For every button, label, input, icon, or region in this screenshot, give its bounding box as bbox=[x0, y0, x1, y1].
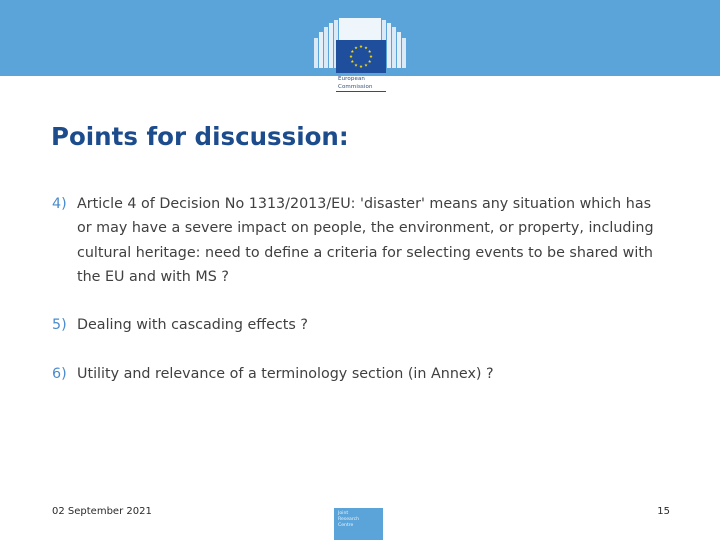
slide-title: Points for discussion: bbox=[51, 122, 349, 151]
jrc-line-3: Centre bbox=[338, 523, 354, 528]
logo-line-european: European bbox=[338, 76, 365, 82]
jrc-line-1: Joint bbox=[338, 511, 349, 516]
discussion-point-6 bbox=[52, 362, 662, 386]
european-commission-logo bbox=[310, 18, 430, 98]
point-text: Dealing with cascading effects ? bbox=[77, 317, 308, 334]
point-number: 4) bbox=[52, 196, 67, 212]
discussion-point-5 bbox=[52, 313, 662, 337]
discussion-point-4 bbox=[52, 192, 662, 289]
point-text: Utility and relevance of a terminology section (in Annex) ? bbox=[77, 366, 494, 383]
logo-line-commission: Commission bbox=[338, 84, 373, 90]
point-number: 5) bbox=[52, 317, 67, 334]
point-number: 6) bbox=[52, 366, 67, 383]
jrc-logo bbox=[334, 508, 383, 540]
point-text: Article 4 of Decision No 1313/2013/EU: 'disaster' means any situation which has or may have a severe impact on people, the environment, or property, including cultural heritage: need to define a criteria for selecting events to be shared with the EU and with MS ? bbox=[77, 196, 654, 285]
footer-date: 02 September 2021 bbox=[52, 506, 152, 517]
page-number: 15 bbox=[657, 506, 670, 517]
logo-text bbox=[338, 75, 373, 91]
jrc-line-2: Research bbox=[338, 517, 360, 522]
discussion-points-list bbox=[52, 192, 662, 386]
